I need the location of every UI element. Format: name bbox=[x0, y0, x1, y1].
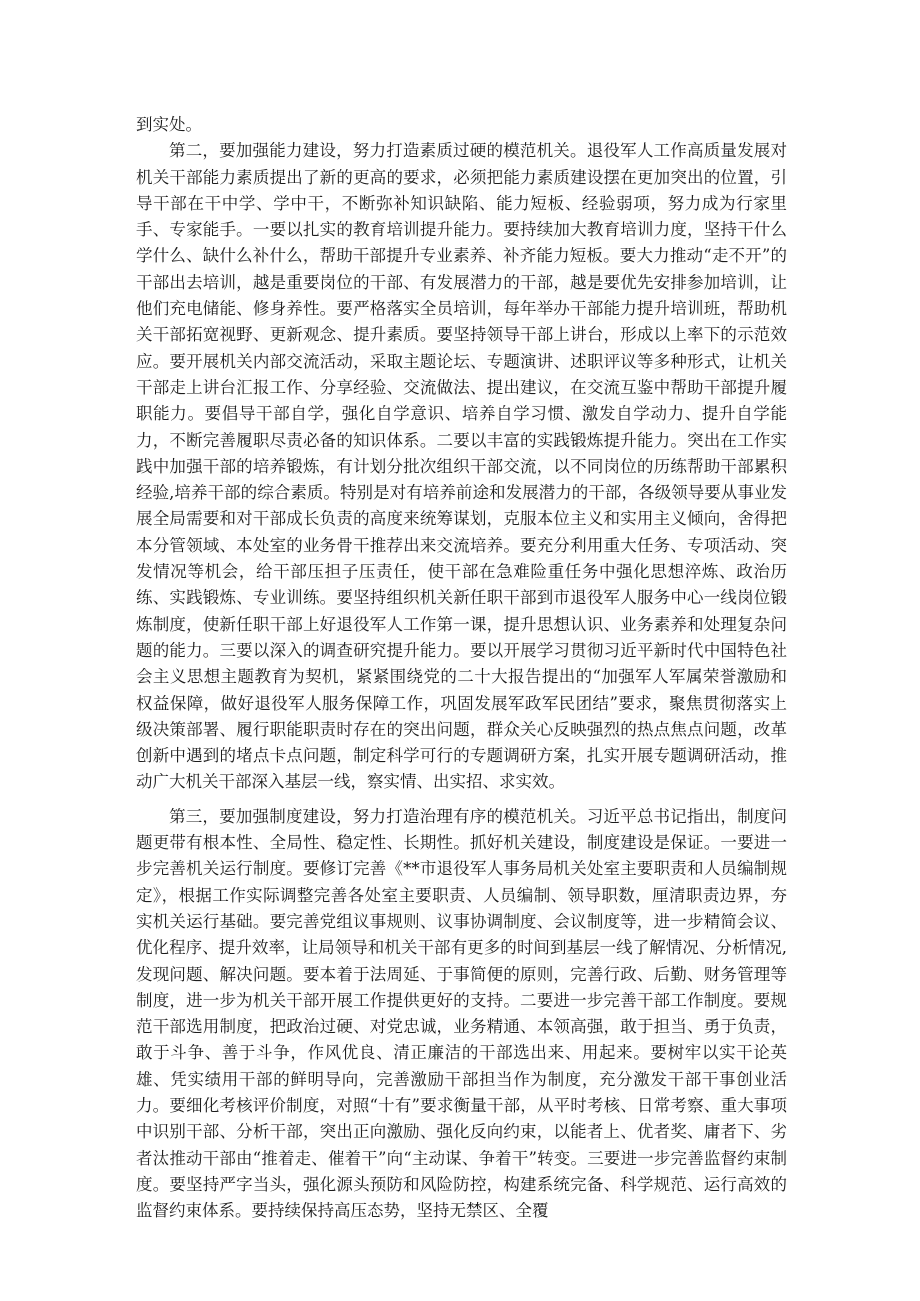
paragraph-institution-building: 第三，要加强制度建设，努力打造治理有序的模范机关。习近平总书记指出，制度问题更带有根本性、全局性、稳定性、长期性。抓好机关建设，制度建设是保证。一要进一步完善机关运行制度。要修订完善《**市退役军人事务局机关处室主要职责和人员编制规定》，根据工作实际调整完善各处室主要职责、人员编制、领导职数，厘清职责边界，夯实机关运行基础。要完善党组议事规则、议事协调制度、会议制度等，进一步精简会议、优化程序、提升效率，让局领导和机关干部有更多的时间到基层一线了解情况、分析情况,发现问题、解决问题。要本着于法周延、于事简便的原则，完善行政、后勤、财务管理等制度，进一步为机关干部开展工作提供更好的支持。二要进一步完善干部工作制度。要规范干部选用制度，把政治过硬、对党忠诚，业务精通、本领高强，敢于担当、勇于负责，敢于斗争、善于斗争，作风优良、清正廉洁的干部选出来、用起来。要树牢以实干论英雄、凭实绩用干部的鲜明导向，完善激励干部担当作为制度，充分激发干部干事创业活力。要细化考核评价制度，对照“十有”要求衡量干部，从平时考核、日常考察、重大事项中识别干部、分析干部，突出正向激励、强化反向约束，以能者上、优者奖、庸者下、劣者汰推动干部由“推着走、催着干”向“主动谋、争着干”转变。三要进一步完善监督约束制度。要坚持严字当头，强化源头预防和风险防控，构建系统完备、科学规范、运行高效的监督约束体系。要持续保持高压态势，坚持无禁区、全覆 bbox=[136, 806, 787, 1221]
paragraph-continuation: 到实处。 bbox=[136, 115, 202, 134]
document-page bbox=[136, 112, 787, 1224]
paragraph-capability-building: 第二，要加强能力建设，努力打造素质过硬的模范机关。退役军人工作高质量发展对机关干部能力素质提出了新的更高的要求，必须把能力素质建设摆在更加突出的位置，引导干部在干中学、学中干，不断弥补知识缺陷、能力短板、经验弱项，努力成为行家里手、专家能手。一要以扎实的教育培训提升能力。要持续加大教育培训力度，坚持干什么学什么、缺什么补什么，帮助干部提升专业素养、补齐能力短板。要大力推动“走不开”的干部出去培训，越是重要岗位的干部、有发展潜力的干部，越是要优先安排参加培训，让他们充电储能、修身养性。要严格落实全员培训，每年举办干部能力提升培训班，帮助机关干部拓宽视野、更新观念、提升素质。要坚持领导干部上讲台，形成以上率下的示范效应。要开展机关内部交流活动，采取主题论坛、专题演讲、述职评议等多种形式，让机关干部走上讲台汇报工作、分享经验、交流做法、提出建议，在交流互鉴中帮助干部提升履职能力。要倡导干部自学，强化自学意识、培养自学习惯、激发自学动力、提升自学能力，不断完善履职尽责必备的知识体系。二要以丰富的实践锻炼提升能力。突出在工作实践中加强干部的培养锻炼，有计划分批次组织干部交流，以不同岗位的历练帮助干部累积经验,培养干部的综合素质。特别是对有培养前途和发展潜力的干部，各级领导要从事业发展全局需要和对干部成长负责的高度来统筹谋划，克服本位主义和实用主义倾向，舍得把本分管领域、本处室的业务骨干推荐出来交流培养。要充分利用重大任务、专项活动、突发情况等机会，给干部压担子压责任，使干部在急难险重任务中强化思想淬炼、政治历练、实践锻炼、专业训练。要坚持组织机关新任职干部到市退役军人服务中心一线岗位锻炼制度，使新任职干部上好退役军人工作第一课，提升思想认识、业务素养和处理复杂问题的能力。三要以深入的调查研究提升能力。要以开展学习贯彻习近平新时代中国特色社会主义思想主题教育为契机，紧紧围绕党的二十大报告提出的“加强军人军属荣誉激励和权益保障，做好退役军人服务保障工作，巩固发展军政军民团结”要求，聚焦贯彻落实上级决策部署、履行职能职责时存在的突出问题，群众关心反映强烈的热点焦点问题，改革创新中遇到的堵点卡点问题，制定科学可行的专题调研方案，扎实开展专题调研活动，推动广大机关干部深入基层一线，察实情、出实招、求实效。 bbox=[136, 141, 787, 792]
